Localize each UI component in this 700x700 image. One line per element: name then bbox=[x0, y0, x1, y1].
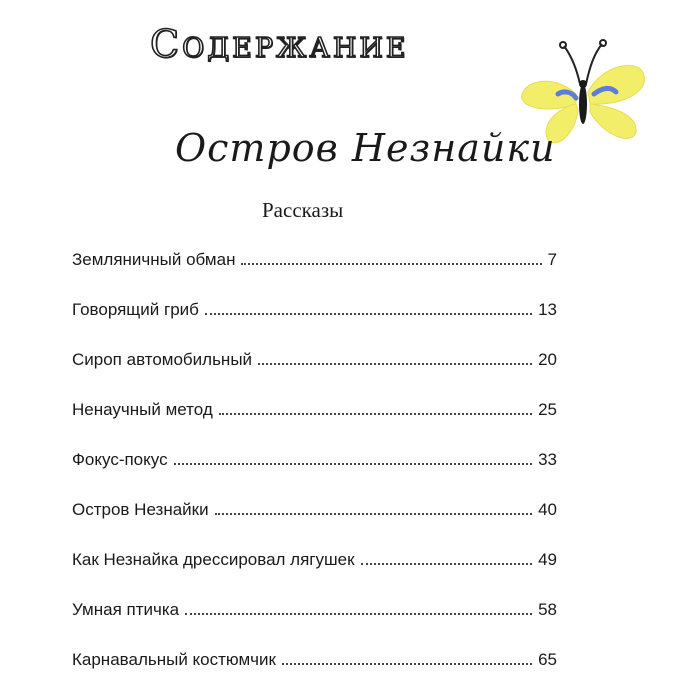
toc-leader-dots bbox=[219, 412, 532, 415]
toc-leader-dots bbox=[258, 362, 532, 365]
toc-entry[interactable] bbox=[72, 300, 557, 350]
toc-entry-title: Остров Незнайки bbox=[72, 500, 209, 519]
toc-entry-title: Сироп автомобильный bbox=[72, 350, 253, 369]
toc-entry-page: 20 bbox=[538, 350, 557, 369]
toc-leader-dots bbox=[174, 462, 533, 465]
toc-leader-dots bbox=[282, 662, 532, 665]
table-of-contents bbox=[72, 250, 557, 700]
toc-entry-page: 58 bbox=[538, 600, 557, 619]
toc-entry-title: Умная птичка bbox=[72, 600, 180, 619]
toc-entry[interactable] bbox=[72, 550, 557, 600]
section-subtitle: Рассказы bbox=[262, 198, 344, 222]
toc-entry-page: 33 bbox=[538, 450, 557, 469]
toc-entry[interactable] bbox=[72, 250, 557, 300]
toc-leader-dots bbox=[205, 312, 532, 315]
toc-leader-dots bbox=[215, 512, 532, 515]
toc-entry-title: Ненаучный метод bbox=[72, 400, 213, 419]
toc-entry-title: Как Незнайка дрессировал лягушек bbox=[72, 550, 355, 569]
toc-leader-dots bbox=[241, 262, 541, 265]
toc-entry-page: 25 bbox=[538, 400, 557, 419]
toc-entry-page: 40 bbox=[538, 500, 557, 519]
toc-leader-dots bbox=[361, 562, 533, 565]
toc-entry-title: Земляничный обман bbox=[72, 250, 236, 269]
toc-entry-page: 13 bbox=[538, 300, 557, 319]
page-title: Содержание bbox=[150, 22, 409, 66]
toc-entry-title: Карнавальный костюмчик bbox=[72, 650, 276, 669]
toc-entry-page: 49 bbox=[538, 550, 557, 569]
toc-entry-title: Говорящий гриб bbox=[72, 300, 199, 319]
toc-entry[interactable] bbox=[72, 650, 557, 700]
toc-entry[interactable] bbox=[72, 400, 557, 450]
toc-entry-page: 7 bbox=[547, 250, 557, 269]
toc-leader-dots bbox=[185, 612, 532, 615]
section-title: Остров Незнайки bbox=[175, 126, 556, 170]
toc-entry[interactable] bbox=[72, 350, 557, 400]
toc-entry[interactable] bbox=[72, 600, 557, 650]
toc-entry-title: Фокус-покус bbox=[72, 450, 168, 469]
toc-entry-page: 65 bbox=[538, 650, 557, 669]
toc-entry[interactable] bbox=[72, 500, 557, 550]
toc-entry[interactable] bbox=[72, 450, 557, 500]
